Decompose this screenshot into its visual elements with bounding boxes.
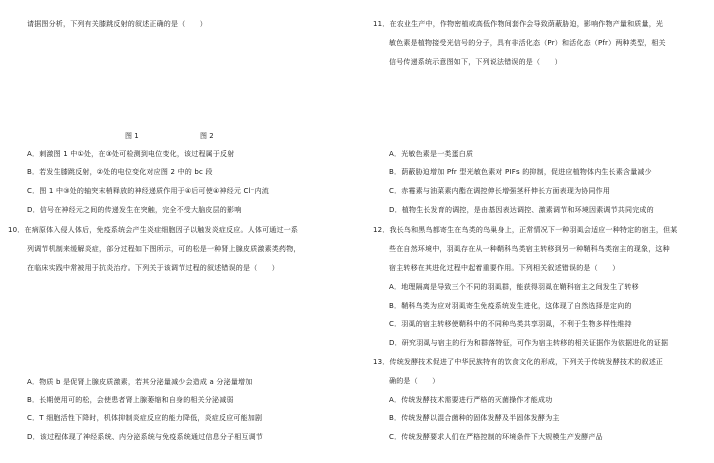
- figure-1-caption: 图 1: [125, 132, 139, 140]
- q10-line-3: 在临床实践中常被用于抗炎治疗。下列关于该调节过程的叙述错误的是（ ）: [27, 264, 279, 272]
- q10-line-2: 列调节机制来缓解炎症，部分过程如下图所示，可的松是一种肾上腺皮质激素类药物，: [27, 245, 301, 253]
- q12-option-d: D．研究羽虱与宿主的行为和群落特征，可作为宿主转移的相关证据作为依据进化的证据: [389, 339, 669, 347]
- q11-option-b: B．荫蔽胁迫增加 Pfr 型光敏色素对 PIFs 的抑制，促进应植物体内生长素含量减少: [389, 168, 652, 176]
- q10-option-a: A．物质 b 是促肾上腺皮质激素，若其分泌量减少会造成 a 分泌量增加: [27, 378, 253, 386]
- q12-option-c: C．羽虱的宿主转移使鞘科中的不同种鸟类共享羽虱，不利于生物多样性维持: [389, 320, 632, 328]
- q12-option-a: A．地理隔离是导致三个不同的羽虱群，能获得羽虱在鞘科宿主之间发生了转移: [389, 283, 639, 291]
- q11-line-1: 11．在农业生产中，作物密植或高低作物间套作会导致荫蔽胁迫，影响作物产量和质量，光: [373, 20, 664, 28]
- q11-line-3: 信号传递系统示意图如下，下列说法错误的是（ ）: [389, 58, 562, 66]
- q11-option-c: C．赤霉素与油菜素内酯在调控伸长增强茎秆伸长方面表现为协同作用: [389, 187, 611, 195]
- q13-option-b: B．传统发酵以混合菌种的固体发酵及半固体发酵为主: [389, 414, 560, 422]
- q12-line-2: 些在自然环境中，羽虱存在从一种鞘科鸟类宿主转移到另一种鞘科鸟类宿主的现象，这种: [389, 245, 670, 253]
- q13-line-2: 确的是（ ）: [389, 377, 440, 385]
- q9-stem: 请据图分析，下列有关膝跳反射的叙述正确的是（ ）: [27, 20, 207, 28]
- q13-option-a: A．传统发酵技术需要进行严格的灭菌操作才能成功: [389, 396, 553, 404]
- q13-option-c: C．传统发酵要求人们在严格控制的环境条件下大规模生产发酵产品: [389, 433, 603, 441]
- q11-option-a: A．光敏色素是一类蛋白质: [389, 150, 474, 158]
- q12-line-3: 宿主转移在其进化过程中起着重要作用。下列相关叙述错误的是（ ）: [389, 264, 620, 272]
- q9-option-c: C．图 1 中③处的轴突末梢释放的神经递质作用于④后可使④神经元 Cl⁻内流: [27, 187, 269, 195]
- q10-option-c: C．T 细胞活性下降时，机体抑制炎症反应的能力降低，炎症反应可能加剧: [27, 414, 263, 422]
- q12-line-1: 12．我长鸟和黑鸟都寄生在鸟类的鸟巢身上，正常情况下一种羽虱会适应一种特定的宿主，但某: [373, 226, 678, 234]
- q10-line-1: 10．在病原体入侵人体后，免疫系统会产生炎症细胞因子以触发炎症反应。人体可通过一系: [8, 226, 299, 234]
- q10-option-b: B．长期使用可的松，会使患者肾上腺萎缩和自身的相关分泌减弱: [27, 396, 234, 404]
- q10-option-d: D．该过程体现了神经系统、内分泌系统与免疫系统通过信息分子相互调节: [27, 433, 263, 441]
- q11-option-d: D．植物生长发育的调控，是由基因表达调控、激素调节和环境因素调节共同完成的: [389, 206, 654, 214]
- q11-line-2: 敏色素是植物接受光信号的分子，具有非活化态（Pr）和活化态（Pfr）两种类型，相关: [389, 39, 666, 47]
- q9-option-b: B．若发生膝跳反射，②处的电位变化对应图 2 中的 bc 段: [27, 168, 213, 176]
- q12-option-b: B．鞘科鸟类为应对羽虱寄生免疫系统发生进化，这体现了自然选择是定向的: [389, 302, 632, 310]
- q9-option-d: D．信号在神经元之间的传递发生在突触，完全不受大脑皮层的影响: [27, 206, 242, 214]
- q9-option-a: A．刺激图 1 中①处，在③处可检测到电位变化，该过程属于反射: [27, 150, 235, 158]
- q13-line-1: 13．传统发酵技术促进了中华民族特有的饮食文化的形成，下列关于传统发酵技术的叙述正: [373, 358, 664, 366]
- figure-2-caption: 图 2: [200, 132, 214, 140]
